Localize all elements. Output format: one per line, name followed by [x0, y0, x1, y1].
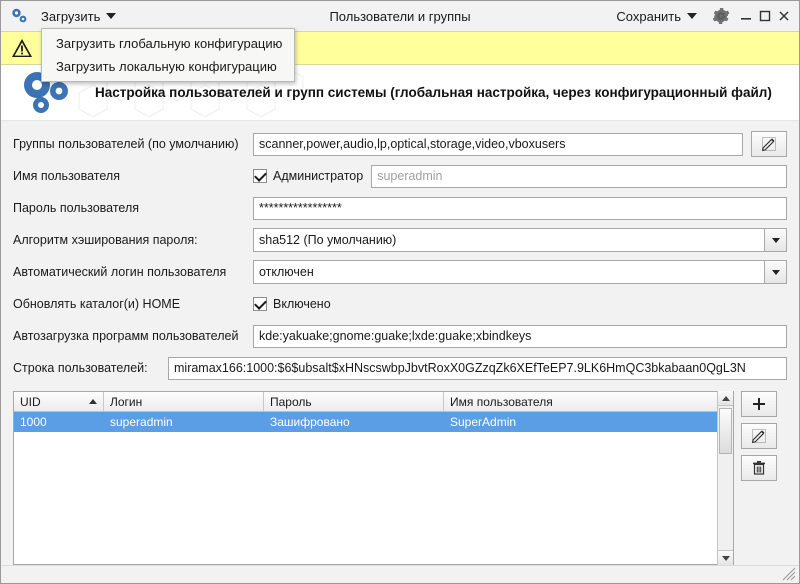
settings-form [1, 121, 799, 385]
row-autostart [13, 321, 787, 351]
scroll-up-button[interactable] [718, 391, 733, 406]
column-header-fullname[interactable]: Имя пользователя [444, 392, 733, 411]
window-title: Пользователи и группы [329, 8, 471, 24]
cell-password: Зашифровано [270, 415, 350, 429]
chevron-down-icon[interactable] [764, 229, 786, 251]
row-autologin [13, 257, 787, 287]
sort-ascending-icon [89, 399, 97, 404]
save-menu-button[interactable] [610, 7, 703, 26]
edit-icon [761, 136, 777, 152]
chevron-up-icon [722, 396, 730, 401]
cell-fullname: SuperAdmin [450, 415, 517, 429]
column-header-uid[interactable]: UID [14, 392, 104, 411]
admin-checkbox-label: Администратор [273, 169, 364, 183]
title-bar [1, 1, 799, 31]
banner-title: Настройка пользователей и групп системы (глобальная настройка, через конфигурационный файл) [95, 85, 772, 100]
home-label: Обновлять каталог(и) HOME [13, 297, 181, 311]
title-bar-left [5, 6, 122, 26]
home-checkbox-label: Включено [273, 297, 331, 311]
plus-icon [751, 396, 767, 412]
menu-item-local-config[interactable]: Загрузить локальную конфигурацию [56, 59, 277, 74]
autologin-select-value: отключен [259, 265, 314, 279]
app-gear-icon [9, 6, 29, 26]
row-password [13, 193, 787, 223]
row-username [13, 161, 787, 191]
table-header [14, 392, 733, 412]
userstring-label: Строка пользователей: [13, 361, 148, 375]
load-menu-button[interactable] [35, 7, 122, 26]
warning-triangle-icon [11, 38, 33, 58]
hash-label: Алгоритм хэширования пароля: [13, 233, 198, 247]
load-dropdown-menu[interactable] [41, 28, 295, 82]
checkbox-icon[interactable] [253, 297, 267, 311]
cell-login: superadmin [110, 415, 173, 429]
load-menu-label: Загрузить [41, 8, 101, 24]
minimize-button[interactable] [739, 9, 753, 23]
chevron-down-icon [722, 556, 730, 561]
scrollbar-track[interactable] [718, 406, 733, 550]
window-controls [739, 9, 791, 23]
column-header-login[interactable]: Логин [104, 392, 264, 411]
row-groups [13, 129, 787, 159]
table-vertical-scrollbar[interactable] [717, 391, 733, 565]
userstring-input[interactable] [168, 357, 787, 380]
cell-uid: 1000 [20, 415, 47, 429]
chevron-down-icon[interactable] [764, 261, 786, 283]
autologin-select[interactable] [253, 260, 787, 284]
autostart-label: Автозагрузка программ пользователей [13, 329, 239, 343]
table-body [14, 412, 733, 564]
admin-checkbox[interactable] [253, 169, 363, 183]
users-table-area [1, 385, 799, 565]
trash-icon [751, 460, 767, 476]
row-userstring [13, 353, 787, 383]
status-bar [1, 565, 799, 583]
home-checkbox[interactable] [253, 297, 331, 311]
add-user-button[interactable] [741, 391, 777, 417]
maximize-button[interactable] [758, 9, 772, 23]
row-hash [13, 225, 787, 255]
save-menu-label: Сохранить [616, 8, 681, 24]
settings-gear-icon[interactable] [711, 6, 731, 26]
password-label: Пароль пользователя [13, 201, 140, 215]
checkbox-icon[interactable] [253, 169, 267, 183]
table-action-buttons [741, 391, 787, 565]
username-input[interactable] [371, 165, 787, 188]
username-label: Имя пользователя [13, 169, 120, 183]
password-input[interactable] [253, 197, 787, 220]
menu-item-global-config[interactable]: Загрузить глобальную конфигурацию [56, 36, 283, 51]
edit-user-button[interactable] [741, 423, 777, 449]
groups-edit-button[interactable] [751, 131, 787, 157]
scroll-down-button[interactable] [718, 550, 733, 565]
hash-select-value: sha512 (По умолчанию) [259, 233, 397, 247]
hash-select[interactable] [253, 228, 787, 252]
chevron-down-icon [106, 13, 116, 19]
row-home [13, 289, 787, 319]
groups-input[interactable] [253, 133, 743, 156]
edit-icon [751, 428, 767, 444]
users-table [13, 391, 734, 565]
close-button[interactable] [777, 9, 791, 23]
scrollbar-thumb[interactable] [719, 408, 732, 454]
column-header-password[interactable]: Пароль [264, 392, 444, 411]
table-row[interactable] [14, 412, 733, 432]
chevron-down-icon [687, 13, 697, 19]
title-bar-right [610, 6, 795, 26]
autostart-input[interactable] [253, 325, 787, 348]
delete-user-button[interactable] [741, 455, 777, 481]
autologin-label: Автоматический логин пользователя [13, 265, 227, 279]
groups-label: Группы пользователей (по умолчанию) [13, 137, 239, 151]
resize-grip-icon[interactable] [782, 567, 796, 581]
